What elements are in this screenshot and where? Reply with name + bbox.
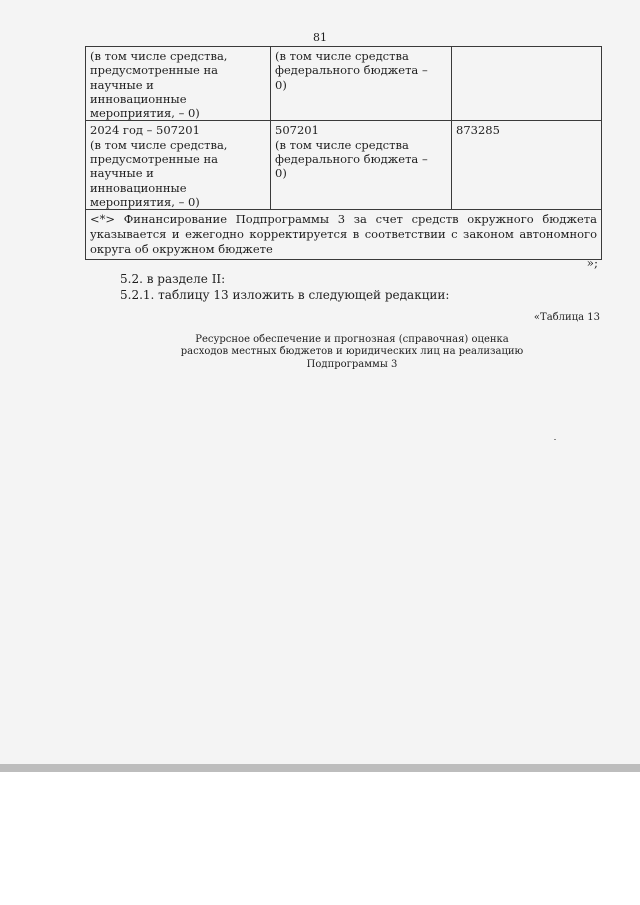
heading-line: Ресурсное обеспечение и прогнозная (справочная) оценка: [195, 334, 509, 345]
table-cell: 2024 год – 507201 (в том числе средства, предусмотренные на научные и инновационные мероприятия, – 0): [86, 121, 271, 210]
paragraph-instruction: 5.2.1. таблицу 13 изложить в следующей редакции:: [120, 288, 450, 302]
table-cell: (в том числе средства федерального бюджета – 0): [271, 47, 452, 121]
heading-line: расходов местных бюджетов и юридических лиц на реализацию: [180, 346, 524, 358]
table-cell: 507201 (в том числе средства федерального бюджета – 0): [271, 121, 452, 210]
scan-speck: [554, 439, 556, 440]
heading-line: Подпрограммы 3: [306, 358, 398, 370]
paragraph-section: 5.2. в разделе II:: [120, 272, 226, 286]
page-number: 81: [313, 31, 327, 44]
closing-quote: »;: [586, 256, 598, 270]
table-heading: [150, 334, 554, 371]
scan-edge-shadow: [0, 764, 640, 772]
table-cell: [452, 47, 602, 121]
funding-table: [85, 46, 602, 260]
table-row: [86, 121, 602, 210]
table-cell: (в том числе средства, предусмотренные на научные и инновационные мероприятия, – 0): [86, 47, 271, 121]
table-footnote: <*> Финансирование Подпрограммы 3 за счет средств окружного бюджета указывается и ежегодно корректируется в соответствии с законом автономного округа об окружном бюджете: [86, 210, 602, 260]
table-row: [86, 47, 602, 121]
table-cell: 873285: [452, 121, 602, 210]
table-note-row: [86, 210, 602, 260]
table-caption: «Таблица 13: [533, 312, 600, 323]
